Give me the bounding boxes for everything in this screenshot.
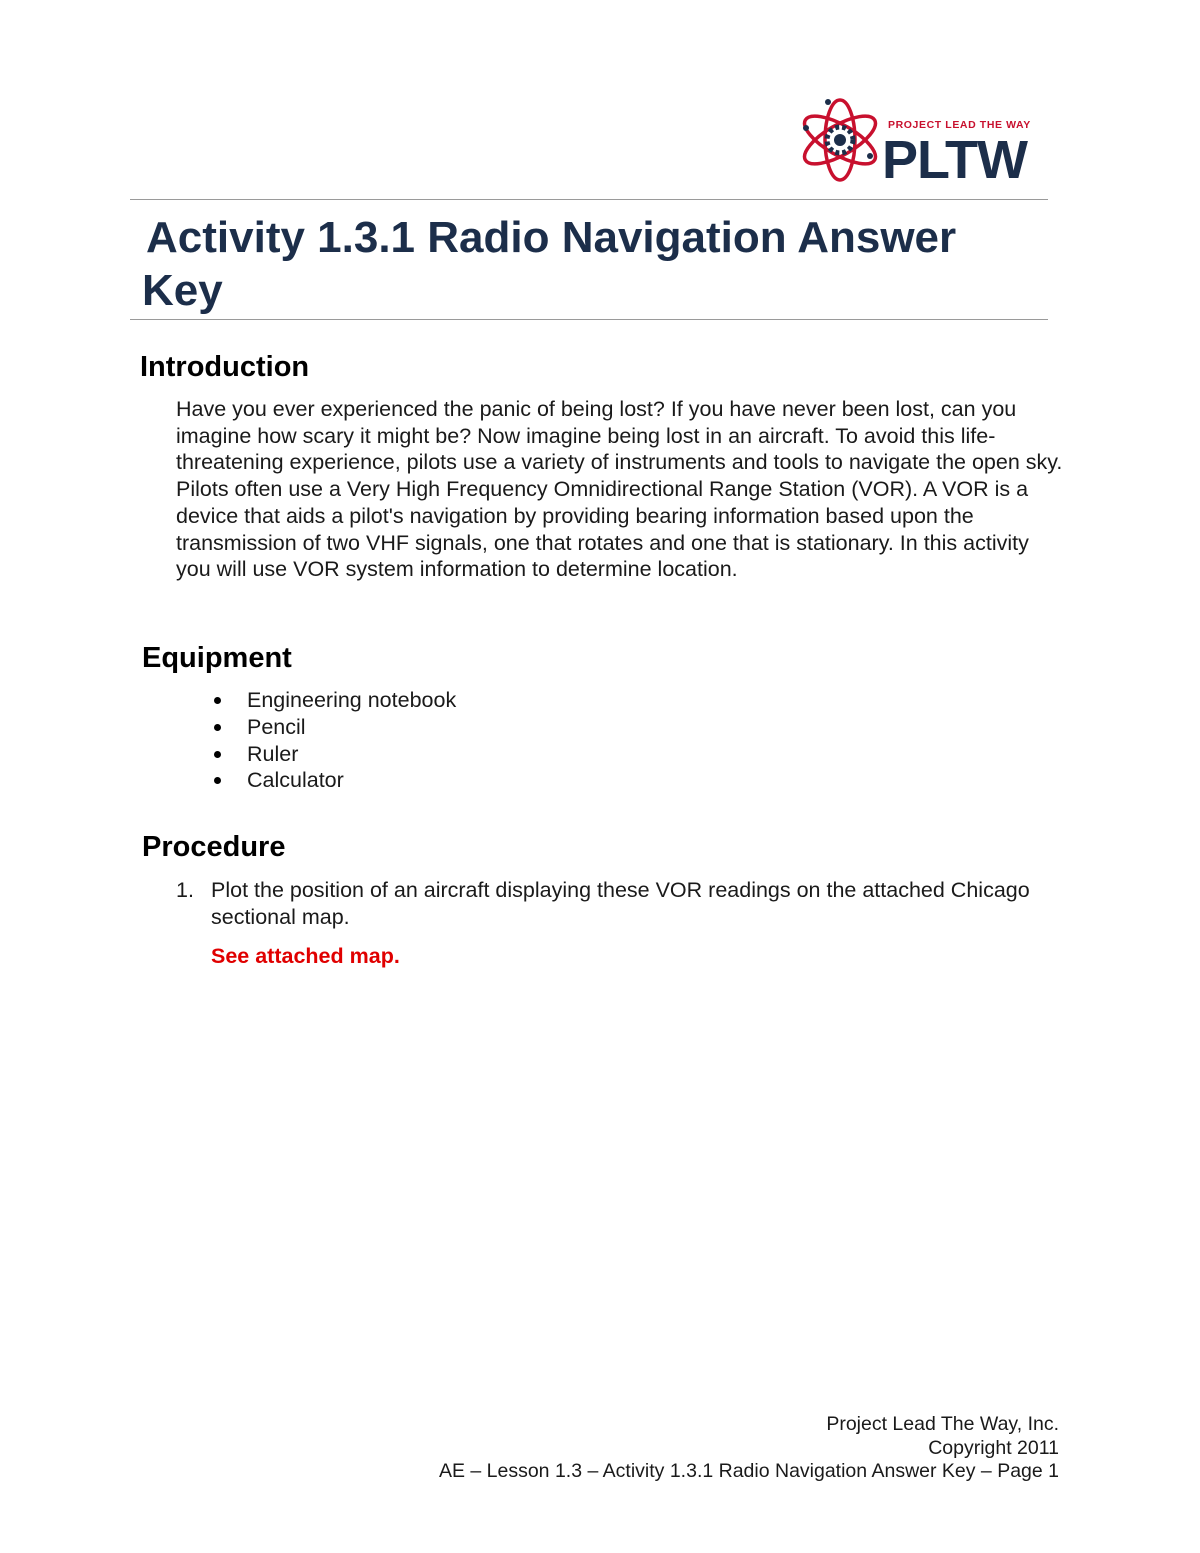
introduction-heading: Introduction <box>140 351 310 383</box>
step-number: 1. <box>176 878 194 902</box>
title-top-rule <box>130 199 1048 200</box>
footer-copyright: Copyright 2011 <box>928 1436 1059 1459</box>
title-line-2: Key <box>142 266 223 315</box>
equipment-item-label: Calculator <box>247 768 344 793</box>
footer-company: Project Lead The Way, Inc. <box>826 1413 1059 1435</box>
procedure-heading: Procedure <box>142 831 286 863</box>
title-bottom-rule <box>130 319 1048 320</box>
list-item <box>0 741 456 768</box>
bullet-icon <box>214 697 221 704</box>
bullet-icon <box>214 751 221 758</box>
equipment-item-label: Engineering notebook <box>247 688 457 712</box>
atom-icon <box>798 99 882 180</box>
logo-wordmark: PLTW <box>882 130 1027 186</box>
equipment-item-label: Pencil <box>247 714 306 739</box>
procedure-step <box>176 877 1056 930</box>
list-item <box>0 767 456 794</box>
list-item <box>0 687 456 714</box>
page-title <box>142 211 1046 317</box>
list-item <box>0 714 456 741</box>
introduction-paragraph: Have you ever experienced the panic of being lost? If you have never been lost, can you imagine how scary it might be? Now imagine being lost in an aircraft. To avoid this life-threatening experience, pilots use a variety of instruments and tools to navigate the open sky. Pilots often use a Very High Frequency Omnidirectional Range Station (VOR). A VOR is a device that aids a pilot's navigation by providing bearing information based upon the transmission of two VHF signals, one that rotates and one that is stationary. In this activity you will use VOR system information to determine location. <box>176 397 1063 582</box>
equipment-list <box>0 687 456 794</box>
equipment-item-label: Ruler <box>247 741 299 766</box>
answer-text: See attached map. <box>211 944 400 968</box>
bullet-icon <box>214 724 221 731</box>
title-line-1: Activity 1.3.1 Radio Navigation Answer <box>146 213 957 262</box>
pltw-logo <box>798 94 1062 186</box>
footer-page-reference: AE – Lesson 1.3 – Activity 1.3.1 Radio Navigation Answer Key – Page 1 <box>438 1460 1059 1482</box>
page-footer <box>439 1413 1059 1484</box>
logo-tagline: PROJECT LEAD THE WAY <box>888 119 1031 131</box>
bullet-icon <box>214 777 221 784</box>
step-text: Plot the position of an aircraft displaying these VOR readings on the attached Chicago sectional map. <box>211 878 1030 929</box>
equipment-heading: Equipment <box>142 642 292 674</box>
